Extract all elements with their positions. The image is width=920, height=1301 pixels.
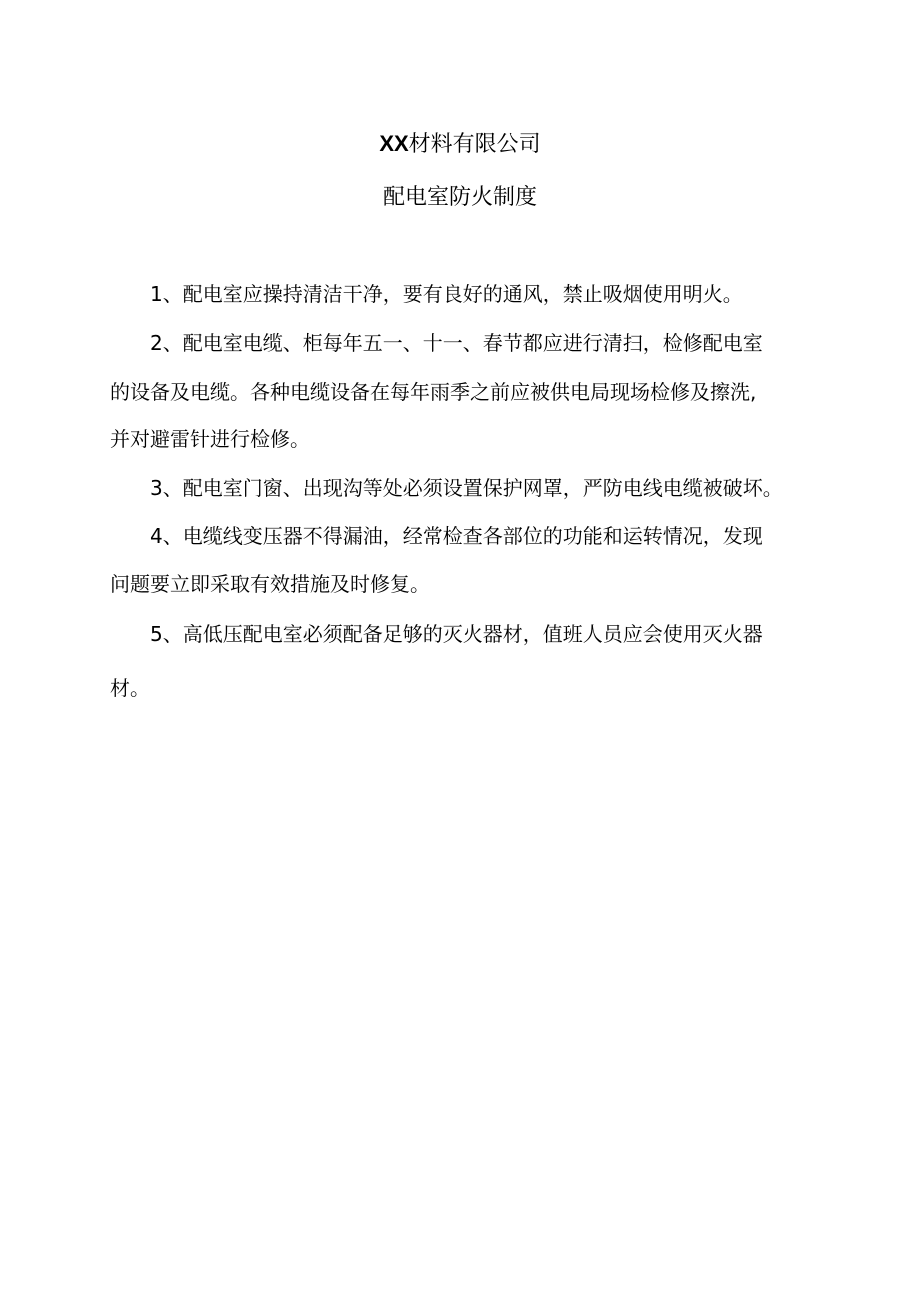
company-prefix: XX — [379, 131, 409, 156]
rule-2-line-3: 并对避雷针进行检修。 — [110, 427, 310, 451]
rule-3-line-1: 3、配电室门窗、出现沟等处必须设置保护网罩，严防电线电缆被破坏。 — [150, 476, 783, 500]
rule-4-line-2: 问题要立即采取有效措施及时修复。 — [110, 572, 430, 596]
rule-1-line-1: 1、配电室应操持清洁干净，要有良好的通风，禁止吸烟使用明火。 — [150, 282, 743, 306]
rule-2-line-1: 2、配电室电缆、柜每年五一、十一、春节都应进行清扫，检修配电室 — [150, 331, 763, 355]
rule-5-line-2: 材。 — [110, 676, 150, 700]
company-name: 材料有限公司 — [408, 132, 541, 157]
rule-4-line-1: 4、电缆线变压器不得漏油，经常检查各部位的功能和运转情况，发现 — [150, 524, 763, 548]
company-title — [0, 129, 920, 160]
rule-5-line-1: 5、高低压配电室必须配备足够的灭火器材，值班人员应会使用灭火器 — [150, 622, 763, 646]
document-title: 配电室防火制度 — [382, 185, 537, 210]
rule-2-line-2: 的设备及电缆。各种电缆设备在每年雨季之前应被供电局现场检修及擦洗, — [110, 380, 757, 404]
